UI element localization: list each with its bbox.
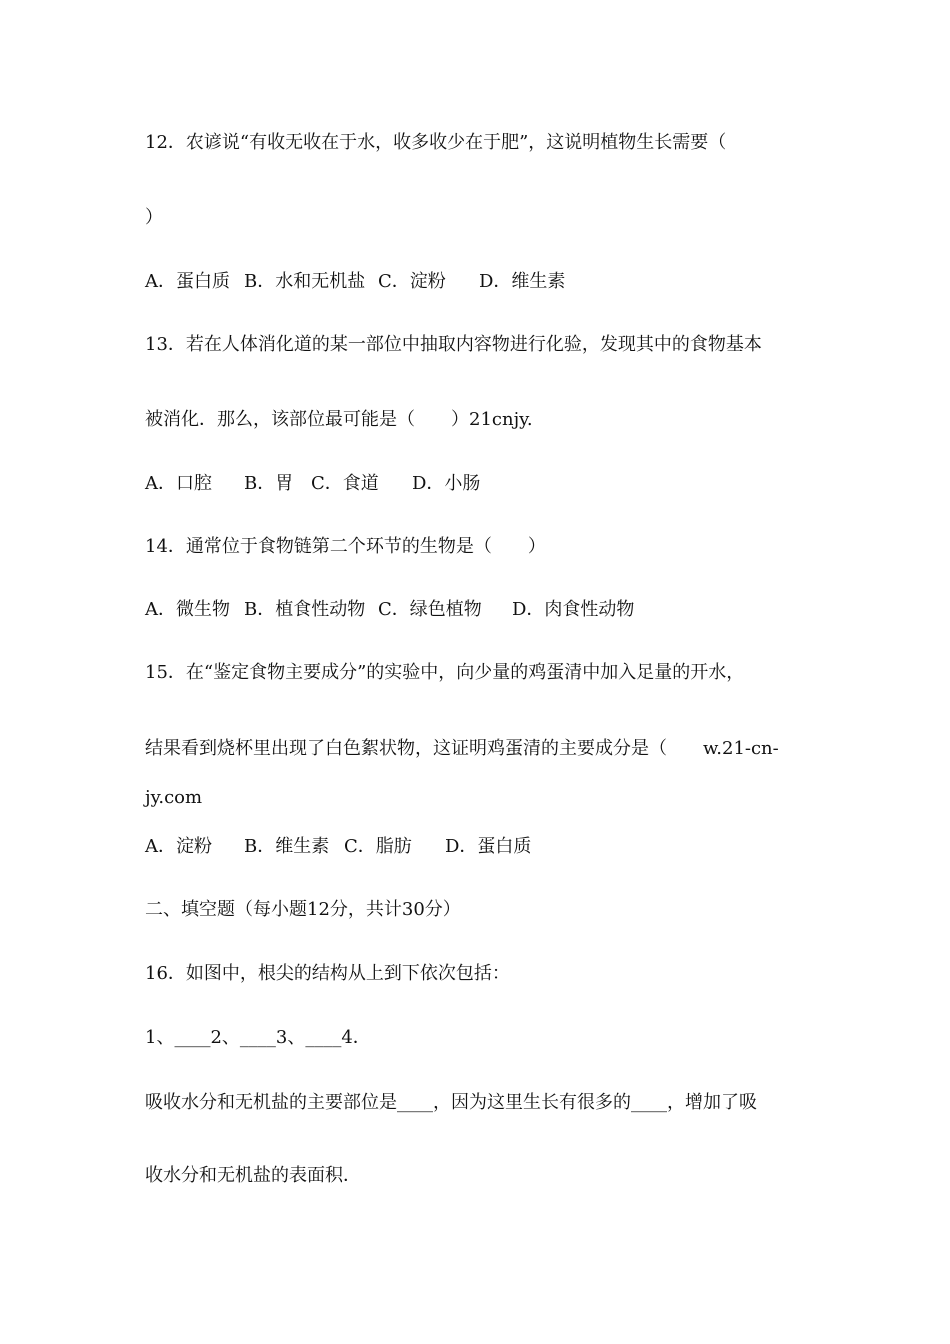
q15-stem-line1: 15．在“鉴定食物主要成分”的实验中，向少量的鸡蛋清中加入足量的开水， (145, 662, 745, 683)
q14-option-c: C．绿色植物 (378, 599, 482, 620)
q16-blanks-line: 1、____2、____3、____4． (145, 1027, 371, 1048)
q16-stem-line3: 吸收水分和无机盐的主要部位是____，因为这里生长有很多的____，增加了吸 (145, 1092, 757, 1113)
q13-option-d: D．小肠 (412, 473, 481, 494)
q15-option-d: D．蛋白质 (445, 836, 532, 857)
q14-option-b: B．植食性动物 (244, 599, 366, 620)
q16-stem-line4: 收水分和无机盐的表面积． (145, 1165, 361, 1186)
q13-option-c: C．食道 (311, 473, 379, 494)
q16-stem-line1: 16．如图中，根尖的结构从上到下依次包括： (145, 963, 510, 984)
q15-stem-line2: 结果看到烧杯里出现了白色絮状物，这证明鸡蛋清的主要成分是（ w.21-cn- (145, 738, 779, 759)
q14-stem-line1: 14．通常位于食物链第二个环节的生物是（ ） (145, 536, 546, 557)
q13-option-a: A．口腔 (145, 473, 212, 494)
q12-stem-line1: 12．农谚说“有收无收在于水，收多收少在于肥”，这说明植物生长需要（ (145, 132, 727, 153)
q12-stem-line2: ） (145, 207, 163, 228)
q14-option-a: A．微生物 (145, 599, 230, 620)
q15-option-b: B．维生素 (244, 836, 330, 857)
q12-option-c: C．淀粉 (378, 271, 446, 292)
q12-option-a: A．蛋白质 (145, 271, 230, 292)
q12-option-b: B．水和无机盐 (244, 271, 366, 292)
q15-stem-line3: jy.com (145, 787, 203, 808)
q15-option-c: C．脂肪 (344, 836, 412, 857)
q12-option-d: D．维生素 (479, 271, 566, 292)
section2-heading: 二、填空题（每小题12分，共计30分） (145, 899, 461, 920)
q13-option-b: B．胃 (244, 473, 294, 494)
q13-stem-line2: 被消化．那么，该部位最可能是（ ）21cnjy. (145, 409, 533, 430)
q13-stem-line1: 13．若在人体消化道的某一部位中抽取内容物进行化验，发现其中的食物基本 (145, 334, 762, 355)
q14-option-d: D．肉食性动物 (512, 599, 635, 620)
q15-option-a: A．淀粉 (145, 836, 212, 857)
